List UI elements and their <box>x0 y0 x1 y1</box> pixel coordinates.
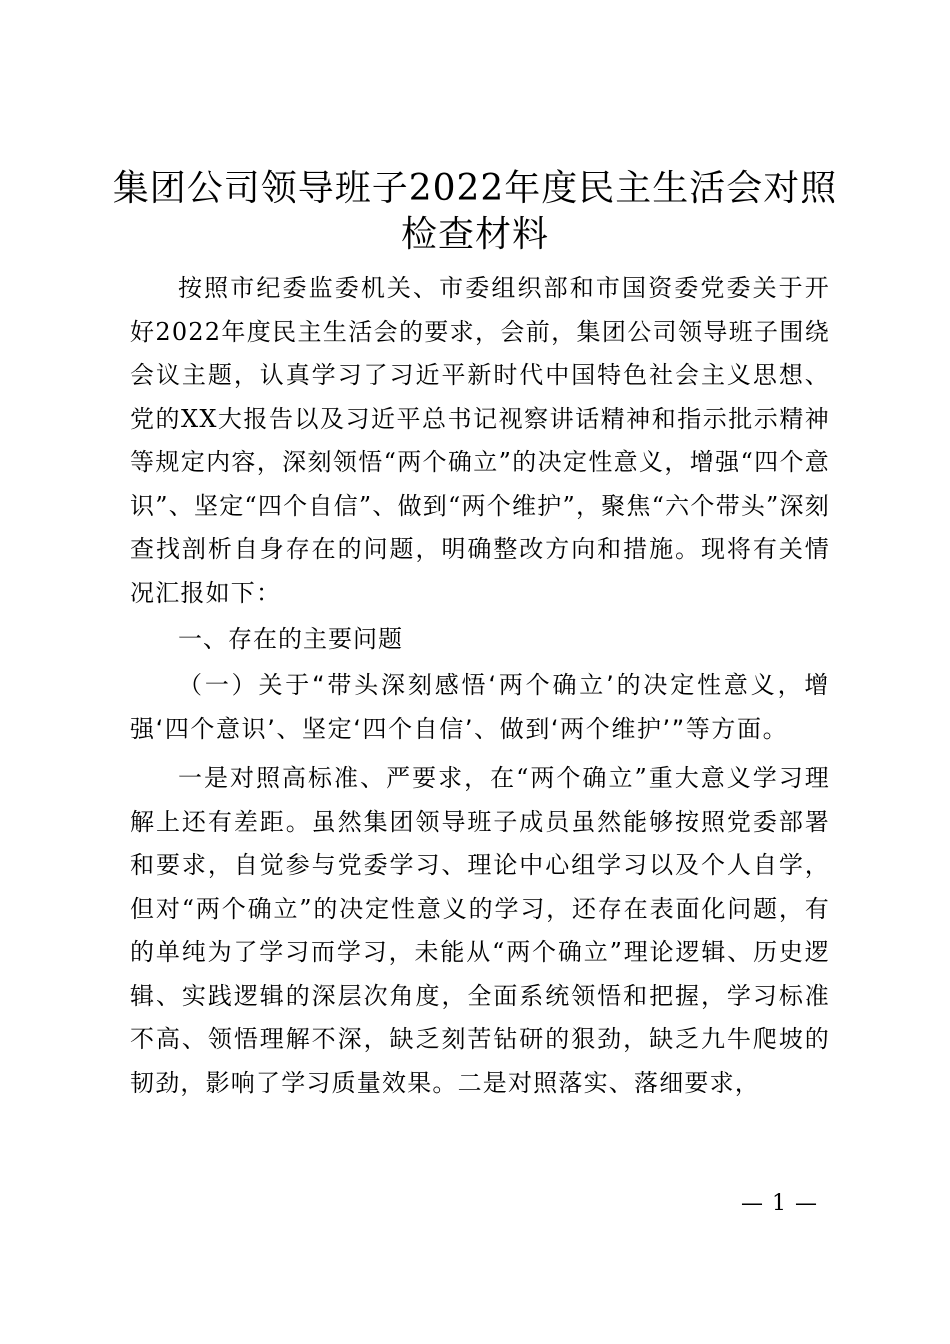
body-paragraph: 一是对照高标准、严要求，在“两个确立”重大意义学习理解上还有差距。虽然集团领导班子成员虽然能够按照党委部署和要求，自觉参与党委学习、理论中心组学习以及个人自学，但对“两个确立”的决定性意义的学习，还存在表面化问题，有的单纯为了学习而学习，未能从“两个确立”理论逻辑、历史逻辑、实践逻辑的深层次角度，全面系统领悟和把握，学习标准不高、领悟理解不深，缺乏刻苦钻研的狠劲，缺乏九牛爬坡的韧劲，影响了学习质量效果。二是对照落实、落细要求， <box>130 764 830 1097</box>
intro-paragraph: 按照市纪委监委机关、市委组织部和市国资委党委关于开好2022年度民主生活会的要求，会前，集团公司领导班子围绕会议主题，认真学习了习近平新时代中国特色社会主义思想、党的XX大报告以及习近平总书记视察讲话精神和指示批示精神等规定内容，深刻领悟“两个确立”的决定性意义，增强“四个意识”、坚定“四个自信”、做到“两个维护”，聚焦“六个带头”深刻查找剖析自身存在的问题，明确整改方向和措施。现将有关情况汇报如下： <box>130 274 830 607</box>
section-heading: 一、存在的主要问题 <box>178 625 403 653</box>
document-title <box>110 166 840 258</box>
page-number: — 1 — <box>741 1191 818 1216</box>
document-body <box>130 267 830 1105</box>
title-line-2: 检查材料 <box>400 214 549 255</box>
subsection-heading: （一）关于“带头深刻感悟‘两个确立’的决定性意义，增强‘四个意识’、坚定‘四个自信’、做到‘两个维护’”等方面。 <box>130 671 830 743</box>
title-line-1: 集团公司领导班子2022年度民主生活会对照 <box>112 168 838 209</box>
